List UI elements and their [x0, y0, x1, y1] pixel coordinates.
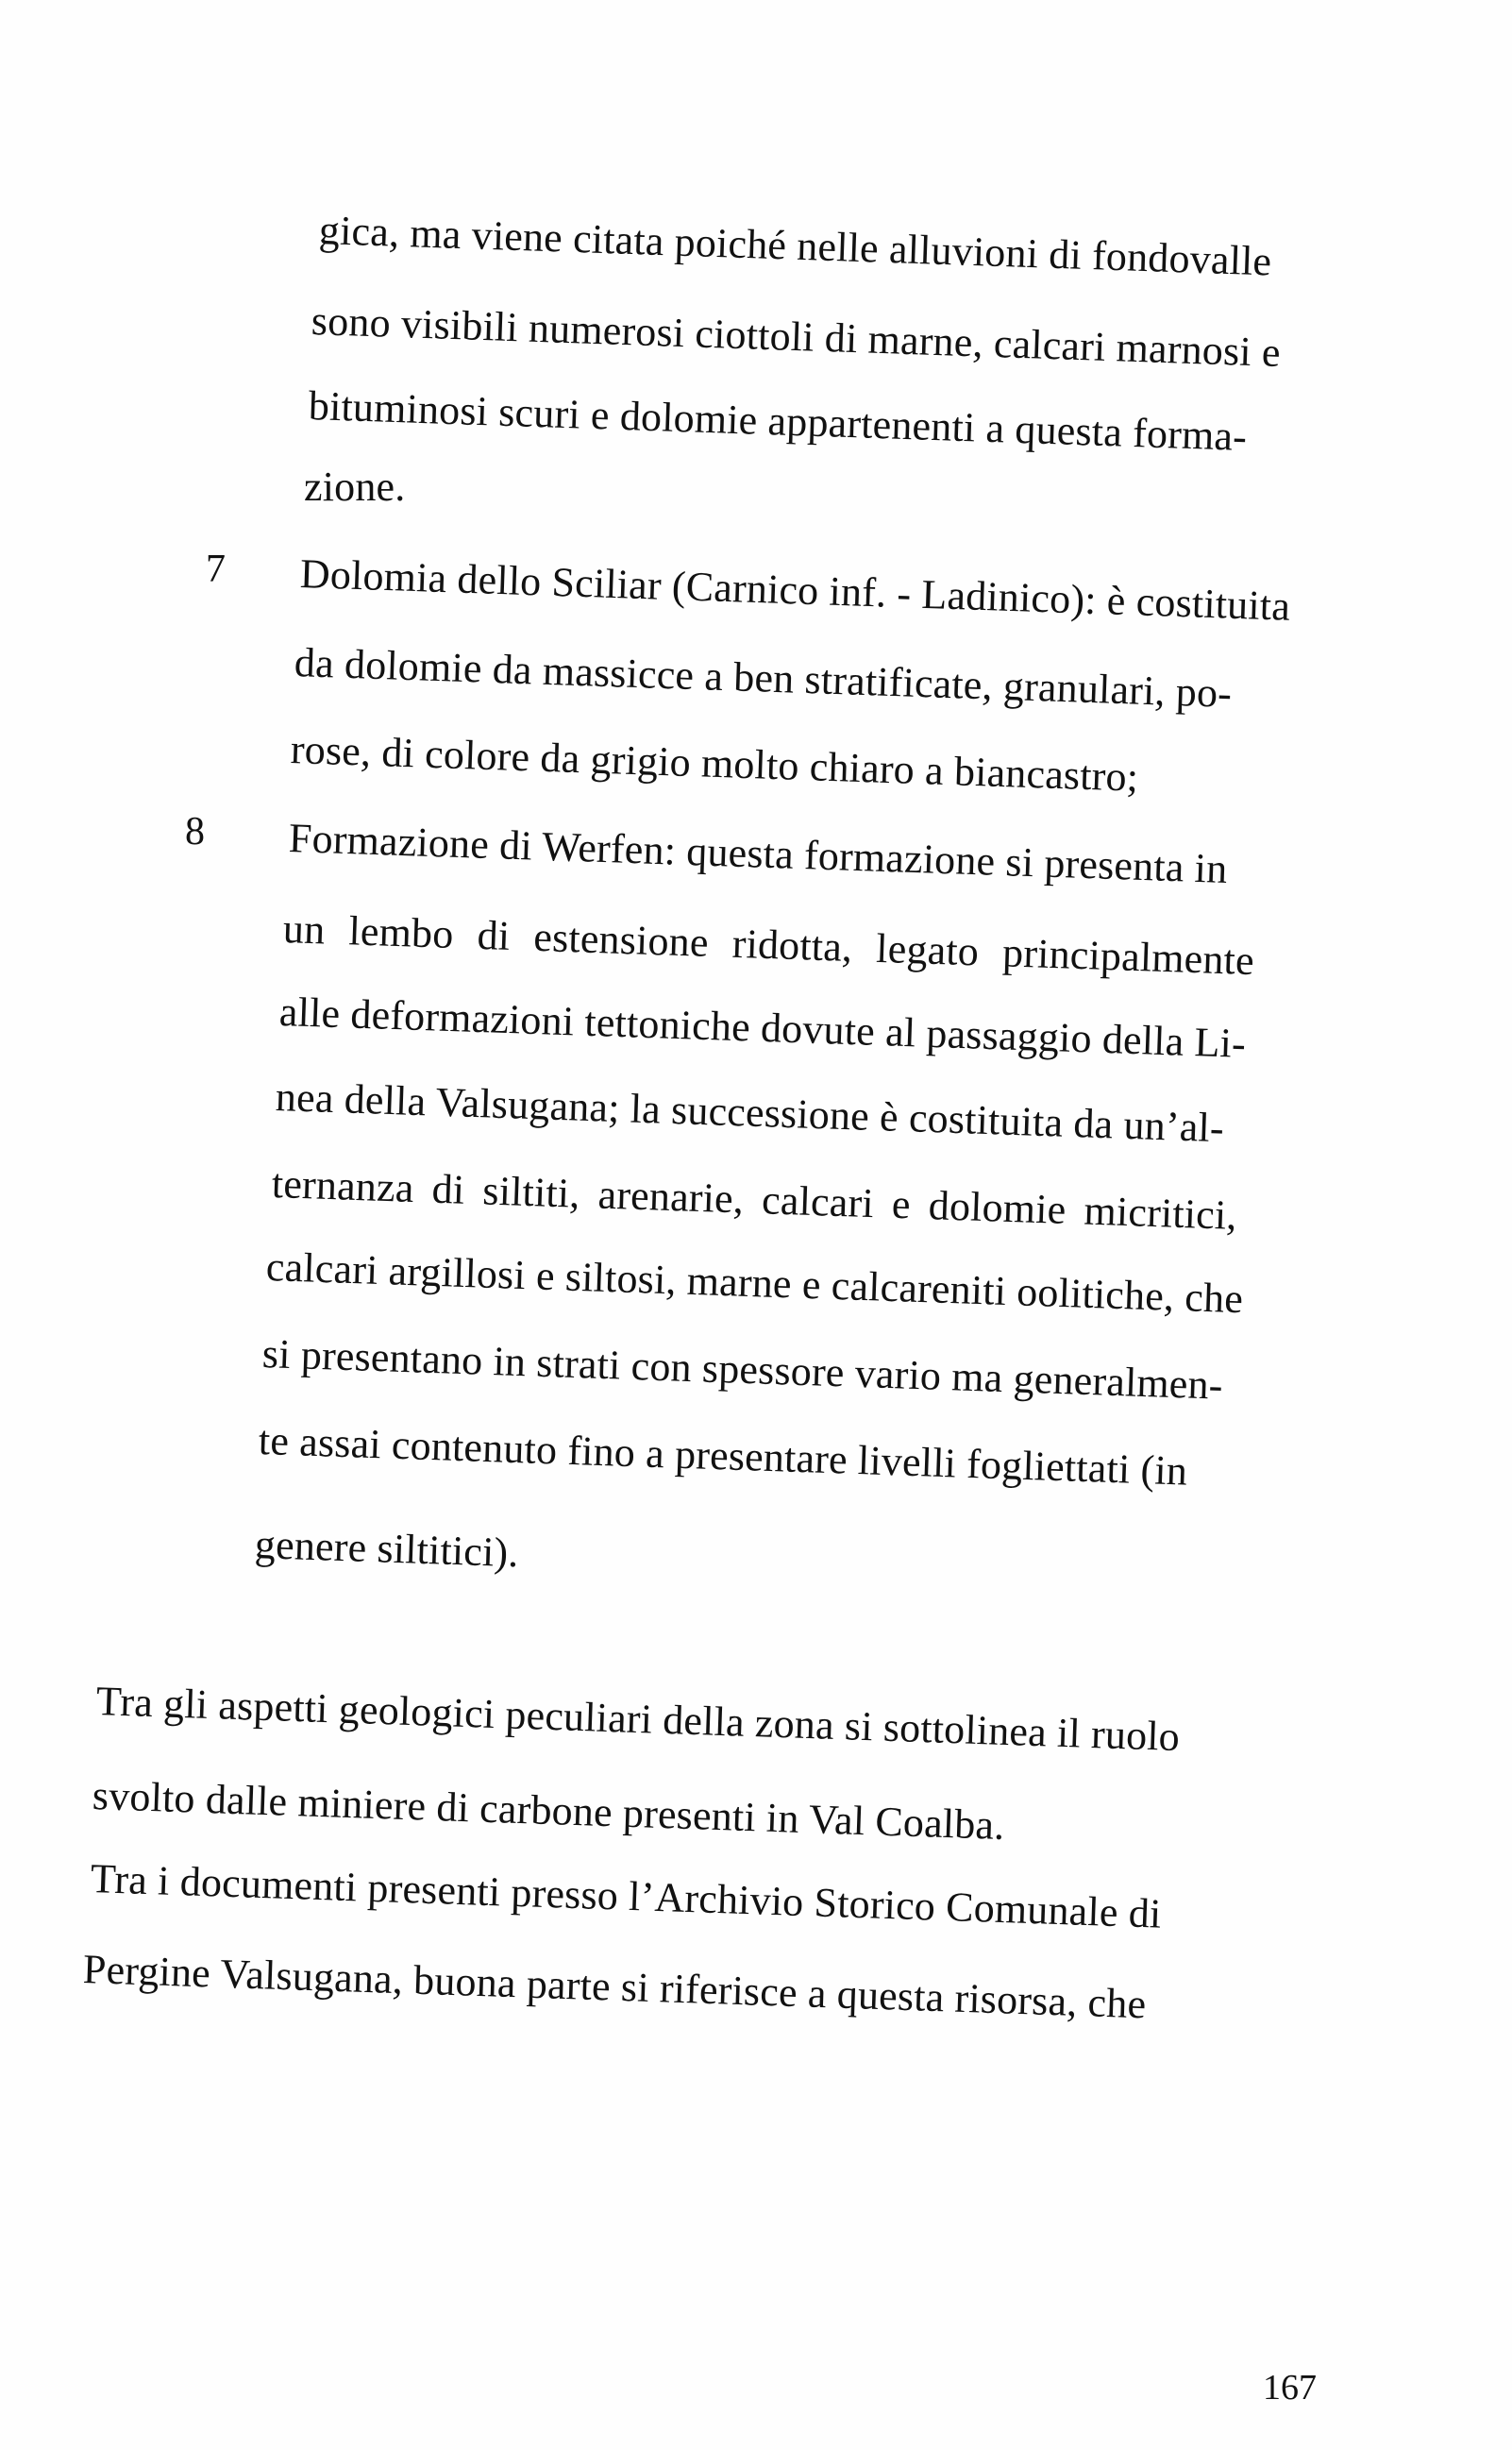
- text-line: genere siltitici).: [254, 1521, 520, 1577]
- text-line: ternanza di siltiti, arenarie, calcari e dolomie micritici,: [271, 1160, 1238, 1239]
- list-item-number: 8: [185, 810, 205, 853]
- text-line: Tra gli aspetti geologici peculiari della zona si sottolinea il ruolo: [95, 1678, 1181, 1761]
- text-line: bituminosi scuri e dolomie appartenenti a questa forma-: [308, 382, 1248, 460]
- page-number: 167: [1263, 2368, 1317, 2408]
- text-line: da dolomie da massicce a ben stratificate, granulari, po-: [294, 639, 1233, 717]
- text-line: un lembo di estensione ridotta, legato principalmente: [282, 905, 1255, 985]
- text-line: sono visibili numerosi ciottoli di marne, calcari marnosi e: [311, 297, 1282, 377]
- text-line: gica, ma viene citata poiché nelle alluvioni di fondovalle: [318, 207, 1273, 285]
- text-line: calcari argillosi e siltosi, marne e calcareniti oolitiche, che: [265, 1243, 1244, 1323]
- text-line: si presentano in strati con spessore vario ma generalmen-: [261, 1330, 1224, 1409]
- text-line: Dolomia dello Sciliar (Carnico inf. - Ladinico): è costituita: [299, 550, 1291, 630]
- list-item-number: 7: [206, 548, 226, 591]
- text-line: rose, di colore da grigio molto chiaro a biancastro;: [290, 726, 1140, 801]
- text-line: nea della Valsugana; la successione è costituita da un’al-: [275, 1073, 1225, 1152]
- text-line: zione.: [304, 464, 406, 510]
- text-line: alle deformazioni tettoniche dovute al passaggio della Li-: [278, 988, 1247, 1067]
- text-line: Formazione di Werfen: questa formazione si presenta in: [288, 815, 1229, 892]
- text-line: te assai contenuto fino a presentare livelli fogliettati (in: [258, 1417, 1188, 1495]
- text-line: Pergine Valsugana, buona parte si riferisce a questa risorsa, che: [82, 1946, 1148, 2028]
- text-line: svolto dalle miniere di carbone presenti in Val Coalba.: [92, 1772, 1006, 1850]
- text-line: Tra i documenti presenti presso l’Archivio Storico Comunale di: [90, 1855, 1163, 1937]
